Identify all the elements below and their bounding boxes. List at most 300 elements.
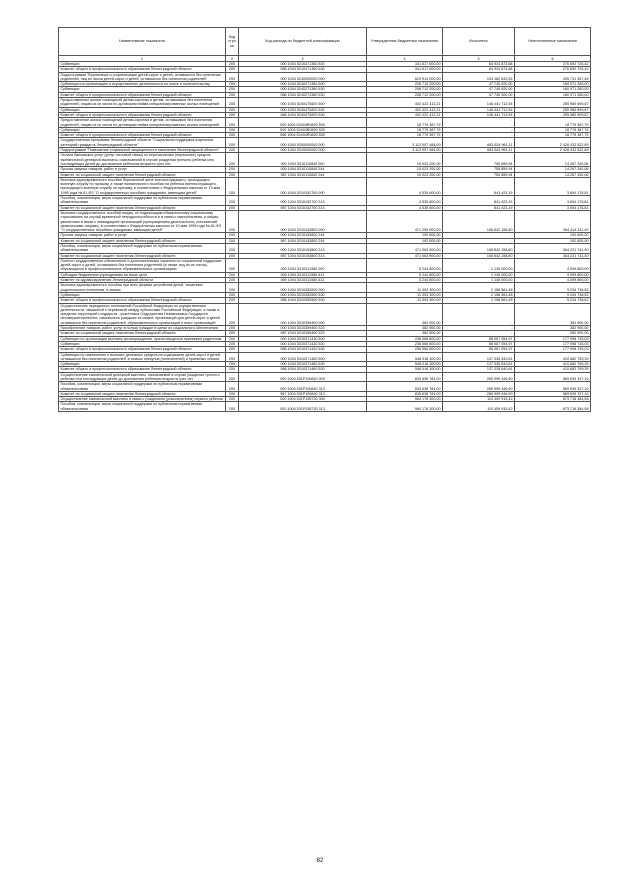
table-header-row (59, 28, 591, 56)
cell-name: Осуществление ежемесячной денежной выплаты, назначаемой в случае рождения третьего ребенка или последующих детей до достижения ребенком возраста трех лет (59, 372, 226, 382)
cell-line-code: 200 (226, 402, 239, 412)
cell-executed: 47 740 920,00 (443, 92, 515, 97)
table-row (59, 253, 591, 258)
cell-budget-code: 987 1004 5310153800 313 (239, 253, 367, 258)
cell-budget-code: 068 1004 52404R0820 530 (239, 133, 367, 138)
table-row (59, 326, 591, 331)
table-row (59, 133, 591, 138)
cell-remaining: 569 639 337,10 (515, 382, 591, 392)
cell-line-code: 200 (226, 347, 239, 352)
cell-executed: - (443, 133, 515, 138)
cell-approved: 548 018 300,00 (367, 352, 443, 362)
cell-line-code: 200 (226, 138, 239, 148)
header-budget-code: Код расхода по бюджетной классификации (239, 28, 367, 56)
cell-name: Комитет по здравоохранению Ленинградской области (59, 278, 226, 283)
cell-budget-code: 068 1004 5240271380 530 (239, 92, 367, 97)
table-row (59, 397, 591, 402)
cell-budget-code: 000 1004 5240000000 000 (239, 72, 367, 82)
cell-name: Комитет общего и профессионального образования Ленинградской области (59, 67, 226, 72)
cell-executed: 841 423,19 (443, 205, 515, 210)
cell-remaining: 177 998 745,03 (515, 336, 591, 341)
cell-executed: 146 441 712,54 (443, 107, 515, 112)
cell-approved: 15 023 200,00 (367, 172, 443, 177)
table-row (59, 67, 591, 72)
cell-budget-code: 000 1004 5310352600 530 (239, 292, 367, 297)
budget-execution-table (58, 27, 591, 412)
table-row (59, 298, 591, 303)
cell-line-code: 200 (226, 341, 239, 346)
cell-line-code: 200 (226, 292, 239, 297)
table-row (59, 153, 591, 167)
cell-name: Выплата государственных пособий лицам, не подлежащим обязательному социальному страхованию на случай временной нетрудоспособности и в связи с материнством, и лицам, уволенным в связи с ликвидацией организаций (прекращением деятельности, полномочий физическими лицами), в соответствии с Федеральным законом от 19 мая 1995 года № 81-ФЗ "О государственных пособиях гражданам, имеющим детей" (59, 210, 226, 232)
cell-executed: 755 859,94 (443, 153, 515, 167)
cell-name: Субвенции (59, 62, 226, 67)
cell-budget-code: 000 1004 5310152700 313 (239, 196, 367, 206)
cell-budget-code: 000 1004 5310153800 313 (239, 243, 367, 253)
cell-name: Выплата единовременного пособия при всех формах устройства детей, лишенных родительского попечения, в семью (59, 283, 226, 293)
cell-name: Подпрограмма "Повышение социальной защищенности населения Ленинградской области" (59, 148, 226, 153)
cell-name: Субвенции (59, 107, 226, 112)
cell-executed: 2 158 561,48 (443, 283, 515, 293)
cell-executed: 106 842 158,60 (443, 253, 515, 258)
cell-name: Субвенции (59, 362, 226, 367)
table-row (59, 112, 591, 117)
cell-budget-code: 000 1004 5310371460 500 (239, 352, 367, 362)
cell-name: Осуществление переданных полномочий Российской Федерации по осуществлению деятельности, связанной с перевозкой между субъектами Российской Федерации, а также в пределах территорий государств - участников Содружества Независимых Государств несовершеннолетних, самовольно ушедших из семей, организаций для детей-сирот и детей, оставшихся без попечения родителей, образовательных организаций и иных организаций (59, 303, 226, 325)
table-body (59, 62, 591, 412)
cell-remaining: 3 694 176,81 (515, 196, 591, 206)
cell-name: Субвенции на организацию и осуществление деятельности по опеке и попечительству (59, 82, 226, 87)
table-row (59, 402, 591, 412)
cell-executed: 265 999 446,90 (443, 382, 515, 392)
cell-name: Субсидии бюджетным учреждениям на иные цели (59, 272, 226, 277)
cell-line-code: 200 (226, 177, 239, 195)
header-indicator-name: Наименование показателя (59, 28, 226, 56)
cell-line-code: 200 (226, 133, 239, 138)
cell-budget-code: 000 1004 5240470820 530 (239, 107, 367, 112)
table-row (59, 243, 591, 253)
cell-remaining: 192 600,00 (515, 238, 591, 243)
cell-line-code: 200 (226, 258, 239, 272)
column-number: 3 (239, 56, 367, 62)
table-row (59, 177, 591, 195)
header-executed: Исполнено (443, 28, 515, 56)
cell-executed: 47 740 920,00 (443, 82, 515, 87)
column-number: 1 (59, 56, 226, 62)
cell-approved: 402 422 412,21 (367, 107, 443, 112)
cell-budget-code: 000 1004 5310153800 244 (239, 233, 367, 238)
cell-remaining: 364 221 741,40 (515, 253, 591, 258)
cell-remaining: 9 234 738,52 (515, 298, 591, 303)
cell-executed: 2 158 561,48 (443, 298, 515, 303)
cell-executed: 58 067 054,97 (443, 347, 515, 352)
cell-remaining: 18 779 387,79 (515, 118, 591, 128)
cell-approved: 471 063 900,00 (367, 243, 443, 253)
cell-line-code: 200 (226, 167, 239, 172)
cell-executed: 265 999 446,90 (443, 372, 515, 382)
table-row (59, 210, 591, 232)
cell-remaining: 9 234 738,52 (515, 292, 591, 297)
table-row (59, 391, 591, 396)
cell-name: Комитет по социальной защите населения Ленинградской области (59, 238, 226, 243)
cell-remaining: 382 900,00 (515, 303, 591, 325)
cell-budget-code: 000 1004 531P155730 313 (239, 402, 367, 412)
cell-remaining: 4 099 800,00 (515, 272, 591, 277)
cell-line-code: 200 (226, 210, 239, 232)
cell-name: Предоставление жилых помещений детям-сиротам и детям, оставшимся без попечения родителей, лицам из их числа по договорам найма специализированных жилых помещений (59, 98, 226, 108)
cell-budget-code: 000 1004 5300000000 000 (239, 138, 367, 148)
cell-executed: 841 423,19 (443, 196, 515, 206)
table-row (59, 205, 591, 210)
cell-line-code: 200 (226, 82, 239, 87)
cell-remaining: 160 971 280,00 (515, 92, 591, 97)
table-row (59, 331, 591, 336)
table-row (59, 92, 591, 97)
cell-line-code: 200 (226, 148, 239, 153)
cell-line-code: 200 (226, 336, 239, 341)
cell-budget-code: 987 1004 5310359400 323 (239, 331, 367, 336)
table-row (59, 283, 591, 293)
cell-approved: 18 779 387,79 (367, 127, 443, 132)
cell-executed: - (443, 233, 515, 238)
table-row (59, 382, 591, 392)
cell-remaining: 410 682 759,39 (515, 362, 591, 367)
cell-remaining: 18 779 387,79 (515, 133, 591, 138)
cell-executed: 106 842 158,60 (443, 243, 515, 253)
cell-name: Комитет по социальной защите населения Ленинградской области (59, 172, 226, 177)
cell-name: Осуществление ежемесячной выплаты в связи с рождением (усыновлением) первого ребенка (59, 397, 226, 402)
cell-executed: 64 924 873,68 (443, 67, 515, 72)
cell-line-code: 200 (226, 397, 239, 402)
cell-line-code: 200 (226, 367, 239, 372)
cell-approved: 11 393 300,00 (367, 283, 443, 293)
cell-budget-code: 000 1004 531P150840 313 (239, 382, 367, 392)
cell-approved: 341 617 600,00 (367, 62, 443, 67)
table-row (59, 347, 591, 352)
cell-remaining: 410 682 759,39 (515, 352, 591, 362)
cell-remaining: 276 692 726,42 (515, 67, 591, 72)
cell-executed: 683 624 961,11 (443, 138, 515, 148)
cell-budget-code: 000 1004 5310110840 244 (239, 167, 367, 172)
cell-executed: 755 859,94 (443, 167, 515, 172)
table-row (59, 196, 591, 206)
cell-name: Оплата банковских услуг (услуг почтовой связи) по перечислению (пересылке) средств ежемесячной денежной выплаты, назначаемой в случае рождения третьего ребенка или последующих детей до достижения ребенком возраста трех лет (59, 153, 226, 167)
cell-budget-code: 068 1004 5310371460 530 (239, 367, 367, 372)
cell-name: Пособия, компенсации, меры социальной поддержки по публичным нормативным обязательствам (59, 382, 226, 392)
cell-approved: 548 018 300,00 (367, 367, 443, 372)
cell-budget-code: 987 1004 5310153800 244 (239, 238, 367, 243)
cell-remaining: 873 718 384,58 (515, 402, 591, 412)
column-number: 6 (515, 56, 591, 62)
cell-budget-code: 000 1004 5310311980 000 (239, 258, 367, 272)
cell-line-code: 200 (226, 196, 239, 206)
cell-executed: 64 924 873,68 (443, 62, 515, 67)
cell-remaining: 569 639 337,10 (515, 391, 591, 396)
cell-budget-code: 000 1004 5240271380 530 (239, 87, 367, 92)
cell-line-code: 200 (226, 127, 239, 132)
column-number: 4 (367, 56, 443, 62)
cell-budget-code: 068 1004 5310371430 530 (239, 347, 367, 352)
cell-executed: 106 842 158,60 (443, 210, 515, 232)
cell-line-code: 200 (226, 87, 239, 92)
cell-remaining: 364 414 341,40 (515, 210, 591, 232)
header-remaining: Неисполненные назначения (515, 28, 591, 56)
cell-executed: 194 182 632,54 (443, 72, 515, 82)
cell-line-code: 200 (226, 172, 239, 177)
cell-name: Комитет по социальной защите населения Ленинградской области (59, 331, 226, 336)
cell-name: Субвенции по назначению и выплате денежных средств на содержание детей-сирот и детей, оставшихся без попечения родителей, в семьях опекунов (попечителей) и приемных семьях (59, 352, 226, 362)
cell-remaining: 255 980 699,67 (515, 112, 591, 117)
cell-approved: 236 066 800,00 (367, 341, 443, 346)
cell-approved: 4 535 600,00 (367, 196, 443, 206)
cell-executed: 58 067 054,97 (443, 336, 515, 341)
cell-approved: 236 066 800,00 (367, 347, 443, 352)
cell-remaining: 2 428 432 522,89 (515, 138, 591, 148)
cell-budget-code: 000 1004 5240271380 500 (239, 82, 367, 87)
cell-name: Комитет по социальной защите населения Ленинградской области (59, 205, 226, 210)
cell-name: Комитет общего и профессионального образования Ленинградской области (59, 112, 226, 117)
cell-approved: 5 244 800,00 (367, 258, 443, 272)
cell-approved: 471 255 900,00 (367, 210, 443, 232)
cell-budget-code: 000 1004 52404R0820 500 (239, 118, 367, 128)
cell-approved: 835 638 784,00 (367, 372, 443, 382)
cell-line-code: 200 (226, 326, 239, 331)
cell-line-code: 200 (226, 352, 239, 362)
cell-approved: 18 779 387,79 (367, 133, 443, 138)
cell-approved: 15 023 200,00 (367, 167, 443, 172)
table-row (59, 238, 591, 243)
cell-budget-code: 000 1004 5310359400 000 (239, 303, 367, 325)
cell-budget-code: 987 1004 531P150840 313 (239, 391, 367, 396)
cell-line-code: 200 (226, 391, 239, 396)
cell-remaining: 569 639 337,10 (515, 372, 591, 382)
cell-budget-code: 000 1004 5310110840 000 (239, 153, 367, 167)
cell-remaining: 177 998 745,03 (515, 347, 591, 352)
cell-approved: 192 600,00 (367, 238, 443, 243)
cell-approved: 382 900,00 (367, 303, 443, 325)
cell-name: Приобретение товаров, работ, услуг в пользу граждан в целях их социального обеспечения (59, 326, 226, 331)
cell-name: Пособия, компенсации, меры социальной поддержки по публичным нормативным обязательствам (59, 402, 226, 412)
cell-line-code: 200 (226, 283, 239, 293)
cell-remaining: 3 694 176,81 (515, 177, 591, 195)
cell-executed: - (443, 326, 515, 331)
cell-budget-code: 000 1004 5310352600 000 (239, 283, 367, 293)
cell-approved: 5 244 800,00 (367, 272, 443, 277)
cell-budget-code: 000 1004 5310371430 500 (239, 336, 367, 341)
cell-line-code: 200 (226, 72, 239, 82)
cell-approved: 208 712 200,00 (367, 87, 443, 92)
cell-executed: 1 145 000,00 (443, 278, 515, 283)
cell-approved: 402 422 412,21 (367, 98, 443, 108)
cell-approved: 4 535 600,00 (367, 205, 443, 210)
cell-line-code: 200 (226, 112, 239, 117)
cell-remaining: 2 428 432 522,89 (515, 148, 591, 153)
cell-approved: 18 779 387,79 (367, 118, 443, 128)
cell-approved: 3 112 057 484,00 (367, 138, 443, 148)
page-number: 82 (316, 858, 324, 864)
table-row (59, 148, 591, 153)
cell-executed: 110 459 915,42 (443, 402, 515, 412)
cell-executed: 137 335 540,61 (443, 352, 515, 362)
cell-name: Подпрограмма "Воспитание и социализация детей-сирот и детей, оставшихся без попечения родителей, лиц из числа детей-сирот и детей, оставшихся без попечения родителей" (59, 72, 226, 82)
cell-name: Субвенции (59, 292, 226, 297)
cell-executed: 1 145 000,00 (443, 272, 515, 277)
cell-executed: 137 335 540,61 (443, 362, 515, 367)
cell-name: Полное государственное обеспечение и дополнительные гарантии по социальной поддержке детей-сирот и детей, оставшихся без попечения родителей (а также лиц из их числа), обучающихся в профессиональных образовательных организациях (59, 258, 226, 272)
cell-budget-code: 068 1004 5240470820 530 (239, 112, 367, 117)
cell-name: Прочая закупка товаров, работ и услуг (59, 167, 226, 172)
cell-budget-code: 000 1004 5310359400 323 (239, 326, 367, 331)
cell-remaining: 382 900,00 (515, 326, 591, 331)
table-row (59, 303, 591, 325)
cell-approved: 835 638 784,00 (367, 382, 443, 392)
cell-remaining: 9 234 738,52 (515, 283, 591, 293)
cell-executed: - (443, 238, 515, 243)
cell-approved: 236 066 800,00 (367, 336, 443, 341)
cell-approved: 984 178 300,00 (367, 397, 443, 402)
cell-executed: 2 158 561,48 (443, 292, 515, 297)
cell-line-code: 200 (226, 372, 239, 382)
cell-remaining: 435 731 367,46 (515, 72, 591, 82)
cell-remaining: 160 971 280,00 (515, 82, 591, 87)
cell-remaining: 18 779 387,79 (515, 127, 591, 132)
cell-remaining: 160 971 280,00 (515, 87, 591, 92)
header-line-code: Код стро ки (226, 28, 239, 56)
cell-executed: 110 459 915,42 (443, 397, 515, 402)
table-row (59, 118, 591, 128)
cell-budget-code: 069 1004 5310311980 612 (239, 278, 367, 283)
cell-name: Субвенции (59, 341, 226, 346)
cell-line-code: 200 (226, 382, 239, 392)
cell-approved: 341 617 600,00 (367, 67, 443, 72)
cell-executed: 841 423,19 (443, 177, 515, 195)
cell-approved: 15 023 200,00 (367, 153, 443, 167)
table-row (59, 98, 591, 108)
cell-approved: 382 900,00 (367, 326, 443, 331)
cell-line-code: 200 (226, 331, 239, 336)
cell-budget-code: 000 1004 5310371460 530 (239, 362, 367, 367)
cell-executed: - (443, 303, 515, 325)
cell-line-code: 200 (226, 278, 239, 283)
cell-line-code: 200 (226, 233, 239, 238)
table-row (59, 372, 591, 382)
cell-budget-code: 068 1004 5310352600 530 (239, 298, 367, 303)
cell-name: Комитет общего и профессионального образования Ленинградской области (59, 298, 226, 303)
cell-approved: 548 018 300,00 (367, 362, 443, 367)
cell-approved: 629 914 000,00 (367, 72, 443, 82)
cell-name: Предоставление жилых помещений детям-сиротам и детям, оставшимся без попечения родителей, лицам из их числа по договорам найма специализированных жилых помещений (59, 118, 226, 128)
cell-approved: 3 112 057 484,00 (367, 148, 443, 153)
cell-line-code: 200 (226, 243, 239, 253)
cell-line-code: 200 (226, 92, 239, 97)
cell-line-code: 200 (226, 298, 239, 303)
cell-executed: 146 441 712,54 (443, 98, 515, 108)
cell-name: Субвенции по организации выплаты вознаграждения, причитающегося приемным родителям (59, 336, 226, 341)
cell-executed: 683 624 961,11 (443, 148, 515, 153)
cell-name: Комитет общего и профессионального образования Ленинградской области (59, 367, 226, 372)
cell-executed: 755 859,94 (443, 172, 515, 177)
cell-executed: - (443, 127, 515, 132)
cell-executed: - (443, 331, 515, 336)
cell-budget-code: 000 1004 5240470820 500 (239, 98, 367, 108)
table-row (59, 367, 591, 372)
column-number: 5 (443, 56, 515, 62)
cell-budget-code: 000 1004 531P155730 000 (239, 397, 367, 402)
cell-line-code: 200 (226, 98, 239, 108)
cell-budget-code: 000 1004 5310000000 000 (239, 148, 367, 153)
cell-line-code: 200 (226, 362, 239, 367)
cell-approved: 208 712 200,00 (367, 92, 443, 97)
cell-approved: 382 900,00 (367, 331, 443, 336)
header-approved: Утвержденные бюджетные назначения (367, 28, 443, 56)
cell-remaining: 276 692 726,42 (515, 62, 591, 67)
cell-budget-code: 000 1004 5210471360 530 (239, 62, 367, 67)
table-row (59, 72, 591, 82)
cell-remaining: 873 718 384,58 (515, 397, 591, 402)
cell-approved: 4 535 600,00 (367, 177, 443, 195)
cell-name: Государственная программа Ленинградской области "Социальная поддержка отдельных категорий граждан в Ленинградской области" (59, 138, 226, 148)
cell-executed: 137 335 540,61 (443, 367, 515, 372)
cell-approved: 11 393 300,00 (367, 298, 443, 303)
cell-remaining: 255 980 699,67 (515, 98, 591, 108)
cell-line-code: 200 (226, 153, 239, 167)
cell-name: Комитет общего и профессионального образования Ленинградской области (59, 347, 226, 352)
cell-name: Комитет по социальной защите населения Ленинградской области (59, 391, 226, 396)
cell-line-code: 200 (226, 253, 239, 258)
cell-approved: 192 600,00 (367, 233, 443, 238)
cell-executed: 146 441 712,54 (443, 112, 515, 117)
cell-budget-code: 987 1004 5310110840 244 (239, 172, 367, 177)
cell-executed: 265 999 446,90 (443, 391, 515, 396)
cell-name: Прочая закупка товаров, работ и услуг (59, 233, 226, 238)
cell-remaining: 192 600,00 (515, 233, 591, 238)
cell-remaining: 255 980 699,67 (515, 107, 591, 112)
cell-line-code: 200 (226, 303, 239, 325)
cell-name: Пособия, компенсации, меры социальной поддержки по публичным нормативным обязательствам (59, 243, 226, 253)
cell-remaining: 364 221 741,40 (515, 243, 591, 253)
cell-remaining: 410 682 759,39 (515, 367, 591, 372)
cell-name: Выплата единовременного пособия беременной жене военнослужащего, проходящего военную службу по призыву, а также ежемесячного пособия на ребенка военнослужащего, проходящего военную службу по призыву, в соответствии с Федеральным законом от 19 мая 1995 года № 81-ФЗ "О государственных пособиях гражданам, имеющим детей" (59, 177, 226, 195)
cell-line-code: 200 (226, 107, 239, 112)
cell-remaining: 14 267 340,06 (515, 167, 591, 172)
cell-budget-code: 000 1004 5310371430 530 (239, 341, 367, 346)
cell-budget-code: 000 1004 5310152700 000 (239, 177, 367, 195)
cell-executed: 58 067 054,97 (443, 341, 515, 346)
cell-remaining: 382 900,00 (515, 331, 591, 336)
cell-line-code: 200 (226, 205, 239, 210)
cell-name: Пособия, компенсации, меры социальной поддержки по публичным нормативным обязательствам (59, 196, 226, 206)
table-row (59, 82, 591, 87)
cell-remaining: 14 267 340,06 (515, 153, 591, 167)
cell-approved: 402 422 412,21 (367, 112, 443, 117)
cell-budget-code: 068 1004 5210471360 530 (239, 67, 367, 72)
report-page (58, 27, 590, 412)
cell-budget-code: 000 1004 5310153800 000 (239, 210, 367, 232)
cell-budget-code: 000 1004 52404R0820 530 (239, 127, 367, 132)
cell-line-code: 200 (226, 118, 239, 128)
cell-executed: - (443, 118, 515, 128)
cell-executed: 47 740 920,00 (443, 87, 515, 92)
cell-executed: 1 145 000,00 (443, 258, 515, 272)
table-row (59, 352, 591, 362)
cell-remaining: 4 099 800,00 (515, 278, 591, 283)
cell-name: Комитет общего и профессионального образования Ленинградской области (59, 133, 226, 138)
cell-remaining: 14 267 340,06 (515, 172, 591, 177)
cell-line-code: 200 (226, 62, 239, 67)
cell-line-code: 200 (226, 67, 239, 72)
cell-name: Комитет общего и профессионального образования Ленинградской области (59, 92, 226, 97)
cell-approved: 471 063 900,00 (367, 253, 443, 258)
